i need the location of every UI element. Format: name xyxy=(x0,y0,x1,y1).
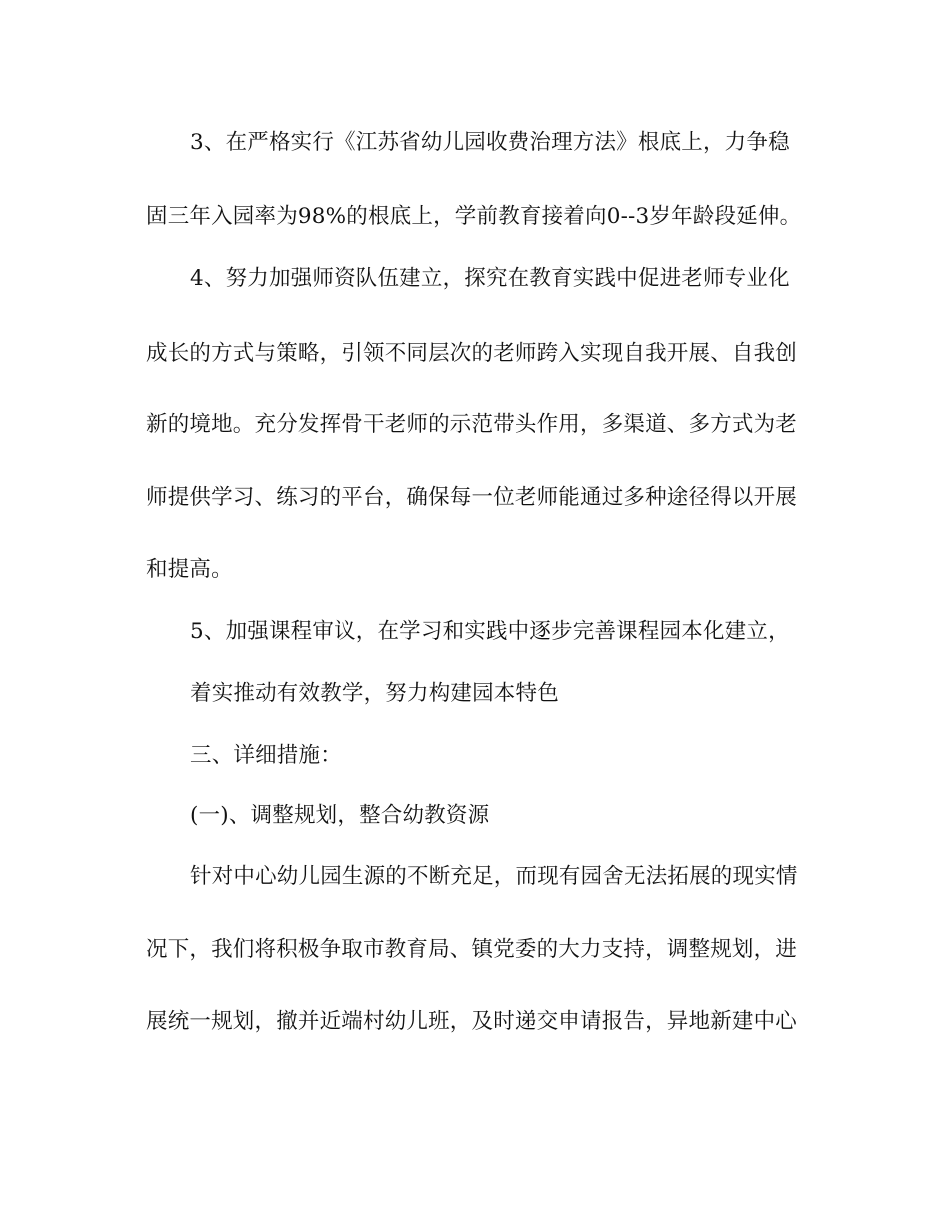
paragraph-3-line-2: 固三年入园率为98%的根底上，学前教育接着向0--3岁年龄段延伸。 xyxy=(146,204,802,229)
paragraph-5-line-1: 5、加强课程审议，在学习和实践中逐步完善课程园本化建立， xyxy=(190,619,790,644)
section-heading-measures: 三、详细措施： xyxy=(190,743,342,768)
paragraph-4-line-3: 新的境地。充分发挥骨干老师的示范带头作用，多渠道、多方式为老 xyxy=(146,412,798,437)
paragraph-4-line-4: 师提供学习、练习的平台，确保每一位老师能通过多种途径得以开展 xyxy=(146,485,798,510)
paragraph-6-line-3: 展统一规划，撤并近端村幼儿班，及时递交申请报告，异地新建中心 xyxy=(146,1009,798,1034)
paragraph-3-line-1: 3、在严格实行《江苏省幼儿园收费治理方法》根底上，力争稳 xyxy=(190,130,790,155)
paragraph-4-line-2: 成长的方式与策略，引领不同层次的老师跨入实现自我开展、自我创 xyxy=(146,341,798,366)
subsection-heading-1: (一)、调整规划，整合幼教资源 xyxy=(190,803,490,828)
paragraph-5-line-2: 着实推动有效教学，努力构建园本特色 xyxy=(190,681,559,706)
paragraph-4-line-5: 和提高。 xyxy=(146,557,233,582)
paragraph-6-line-1: 针对中心幼儿园生源的不断充足，而现有园舍无法拓展的现实情 xyxy=(190,864,798,889)
paragraph-6-line-2: 况下，我们将积极争取市教育局、镇党委的大力支持，调整规划，进 xyxy=(146,937,798,962)
paragraph-4-line-1: 4、努力加强师资队伍建立，探究在教育实践中促进老师专业化 xyxy=(190,266,790,291)
